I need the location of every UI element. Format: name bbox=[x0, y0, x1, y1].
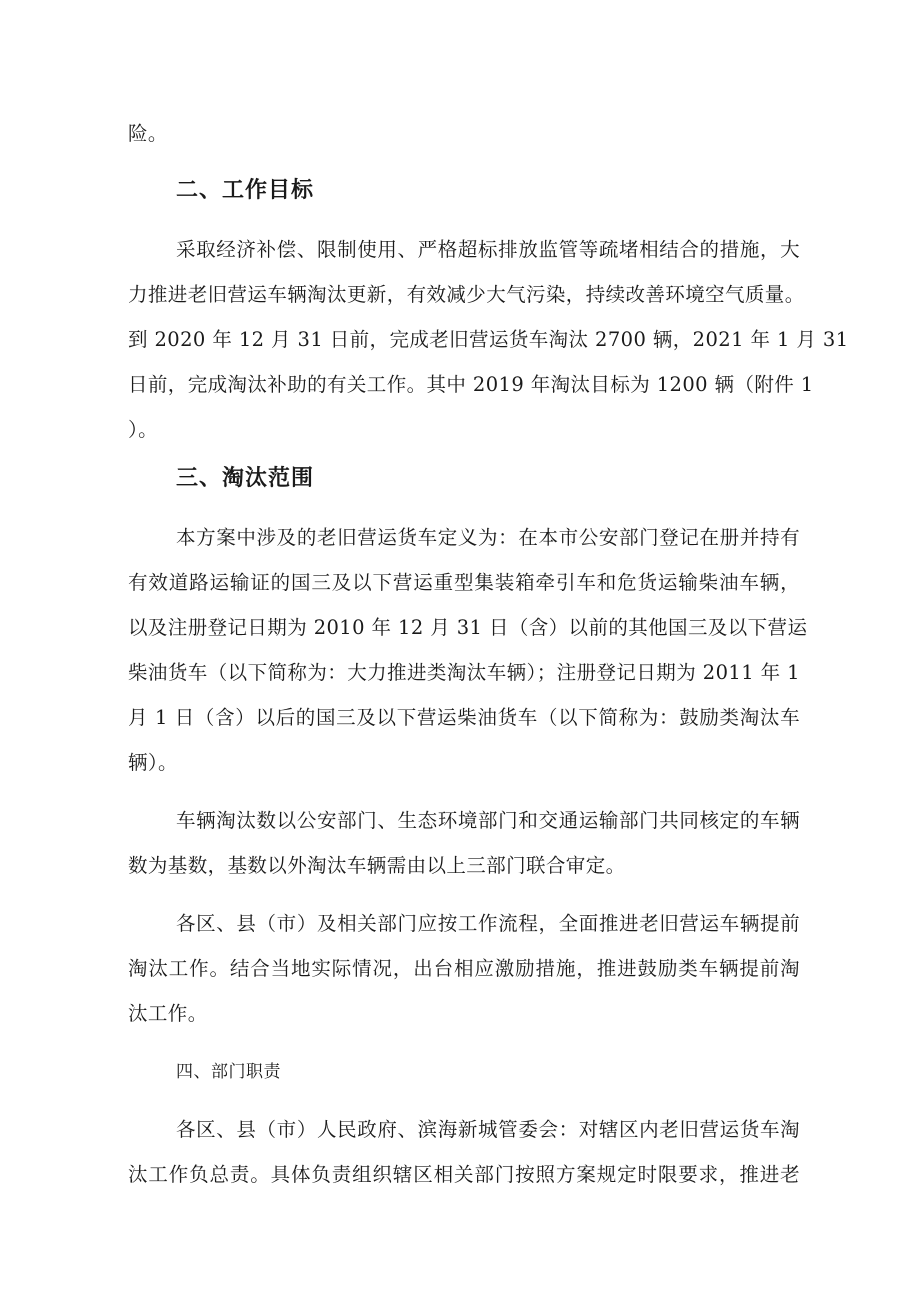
paragraph-line: 淘汰工作。结合当地实际情况，出台相应激励措施，推进鼓励类车辆提前淘 bbox=[128, 957, 800, 980]
paragraph-line: 月 1 日（含）以后的国三及以下营运柴油货车（以下简称为：鼓励类淘汰车 bbox=[128, 706, 800, 729]
paragraph-line: 车辆淘汰数以公安部门、生态环境部门和交通运输部门共同核定的车辆 bbox=[176, 809, 800, 832]
paragraph-line: 以及注册登记日期为 2010 年 12 月 31 日（含）以前的其他国三及以下营运 bbox=[128, 616, 808, 639]
paragraph-line: 各区、县（市）人民政府、滨海新城管委会：对辖区内老旧营运货车淘 bbox=[176, 1118, 800, 1141]
section-heading-elimination-scope: 三、淘汰范围 bbox=[176, 466, 315, 491]
paragraph-line: 力推进老旧营运车辆淘汰更新，有效减少大气污染，持续改善环境空气质量。 bbox=[128, 283, 805, 306]
section-heading-department-duties: 四、部门职责 bbox=[176, 1062, 281, 1082]
paragraph-line: 日前，完成淘汰补助的有关工作。其中 2019 年淘汰目标为 1200 辆（附件 1 bbox=[128, 373, 814, 396]
paragraph-line: 到 2020 年 12 月 31 日前，完成老旧营运货车淘汰 2700 辆，2021 年 1 月 31 bbox=[128, 328, 849, 351]
paragraph-line: 各区、县（市）及相关部门应按工作流程，全面推进老旧营运车辆提前 bbox=[176, 912, 800, 935]
paragraph-line: 柴油货车（以下简称为：大力推进类淘汰车辆）；注册登记日期为 2011 年 1 bbox=[128, 661, 800, 684]
paragraph-line: 辆）。 bbox=[128, 751, 178, 774]
carryover-line: 险。 bbox=[128, 122, 168, 145]
paragraph-line: 汰工作。 bbox=[128, 1002, 208, 1025]
paragraph-line: 汰工作负总责。具体负责组织辖区相关部门按照方案规定时限要求，推进老 bbox=[128, 1163, 800, 1186]
section-heading-work-goals: 二、工作目标 bbox=[176, 178, 315, 203]
paragraph-line: 采取经济补偿、限制使用、严格超标排放监管等疏堵相结合的措施，大 bbox=[176, 238, 800, 261]
paragraph-line: 本方案中涉及的老旧营运货车定义为：在本市公安部门登记在册并持有 bbox=[176, 526, 800, 549]
paragraph-line: ）。 bbox=[128, 418, 159, 441]
paragraph-line: 有效道路运输证的国三及以下营运重型集装箱牵引车和危货运输柴油车辆， bbox=[128, 571, 800, 594]
paragraph-line: 数为基数，基数以外淘汰车辆需由以上三部门联合审定。 bbox=[128, 854, 626, 877]
